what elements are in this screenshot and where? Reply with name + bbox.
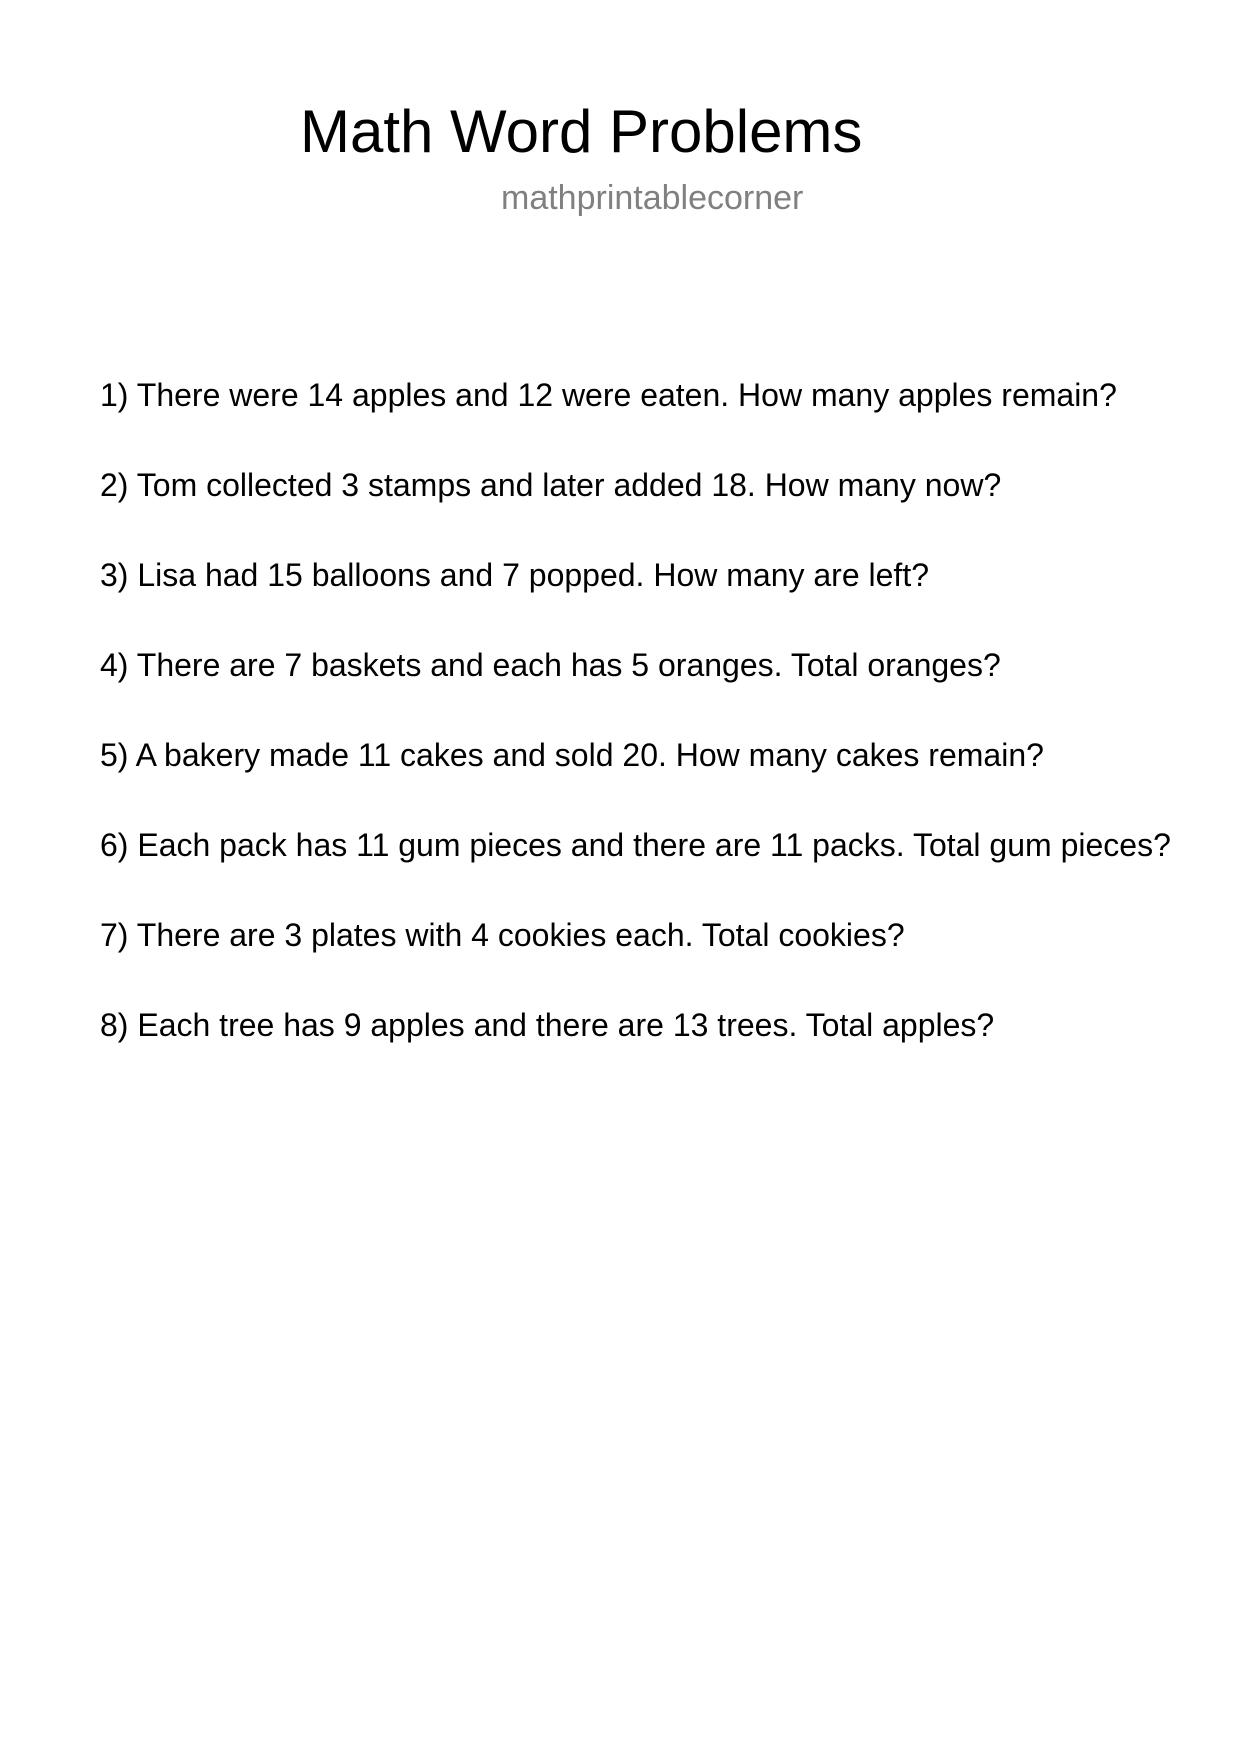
problem-item: 5) A bakery made 11 cakes and sold 20. How many cakes remain? xyxy=(100,737,1044,773)
page-subtitle: mathprintablecorner xyxy=(501,179,804,217)
page-title: Math Word Problems xyxy=(300,98,863,165)
problem-item: 3) Lisa had 15 balloons and 7 popped. How many are left? xyxy=(100,557,929,593)
problem-list xyxy=(100,350,1171,1070)
problem-item: 8) Each tree has 9 apples and there are 13 trees. Total apples? xyxy=(100,1007,995,1043)
problem-item: 7) There are 3 plates with 4 cookies each. Total cookies? xyxy=(100,917,905,953)
problem-item: 1) There were 14 apples and 12 were eaten. How many apples remain? xyxy=(100,377,1117,413)
problem-item: 4) There are 7 baskets and each has 5 oranges. Total oranges? xyxy=(100,647,1001,683)
problem-item: 2) Tom collected 3 stamps and later added 18. How many now? xyxy=(100,467,1002,503)
problem-item: 6) Each pack has 11 gum pieces and there are 11 packs. Total gum pieces? xyxy=(100,827,1171,863)
